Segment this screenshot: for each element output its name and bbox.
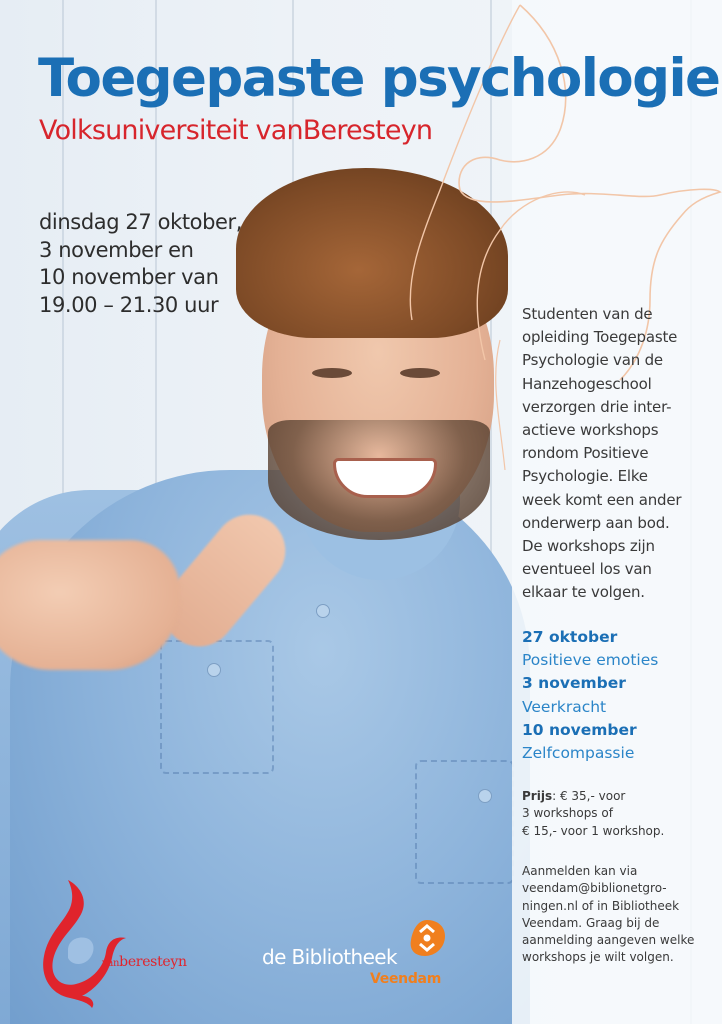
vanberesteyn-logo-icon [38,878,198,1008]
signup-info [522,863,694,967]
page-title: Toegepaste psychologie [38,48,720,109]
workshop-schedule [522,626,722,765]
organizer-subtitle: Volksuniversiteit vanBeresteyn [39,115,433,146]
description-line: rondom Positieve [522,444,649,463]
schedule-topic: Veerkracht [522,697,607,716]
schedule-date: 27 oktober [522,628,618,646]
dates-line: 10 november van [39,265,219,290]
schedule-date: 10 november [522,720,637,739]
shirt-button [316,604,330,618]
price-label: Prijs [522,789,553,803]
bibliotheek-logo-icon [407,918,447,958]
hand-fist [0,540,180,670]
description-line: De workshops zijn [522,537,655,556]
description-line: elkaar te volgen. [522,583,645,602]
price-info [522,788,664,840]
bibliotheek-location: Veendam [370,971,441,987]
description-line: eventueel los van [522,560,652,579]
eye [400,368,440,378]
price-line: 3 workshops of [522,806,613,821]
schedule-topic: Zelfcompassie [522,744,635,763]
bibliotheek-logo-text: de Bibliotheek [262,945,397,969]
signup-line: ningen.nl of in Bibliotheek [522,898,680,913]
signup-line: aanmelding aangeven welke [522,933,695,948]
signup-line: Veendam. Graag bij de [522,915,660,930]
price-line: € 15,- voor 1 workshop. [522,823,665,838]
smile [333,458,437,498]
shirt-button [207,663,221,677]
eye [312,368,352,378]
dates-line: 3 november en [39,237,194,262]
event-dates [39,209,242,319]
description-line: week komt een ander [522,490,682,509]
description-line: onderwerp aan bod. [522,513,670,532]
description-line: Psychologie van de [522,351,663,370]
vanberesteyn-logo-text: vanberesteyn [102,954,187,970]
description-line: Studenten van de [522,305,653,323]
shirt-button [478,789,492,803]
dates-line: 19.00 – 21.30 uur [39,292,219,317]
signup-line: Aanmelden kan via [522,864,638,878]
hair [236,168,508,338]
description-line: opleiding Toegepaste [522,328,678,347]
description-line: actieve workshops [522,421,659,440]
schedule-topic: Positieve emoties [522,651,659,670]
schedule-date: 3 november [522,674,626,693]
dates-line: dinsdag 27 oktober, [39,210,243,234]
description-line: verzorgen drie inter- [522,397,672,416]
description-line: Hanzehogeschool [522,374,652,393]
shirt-pocket [160,640,274,774]
shirt-pocket [415,760,514,884]
signup-line: workshops je wilt volgen. [522,950,674,965]
description-line: Psychologie. Elke [522,467,648,486]
description [522,303,722,605]
signup-email[interactable]: veendam@biblionetgro- [522,881,667,896]
price-value: : € 35,- voor [552,789,626,803]
